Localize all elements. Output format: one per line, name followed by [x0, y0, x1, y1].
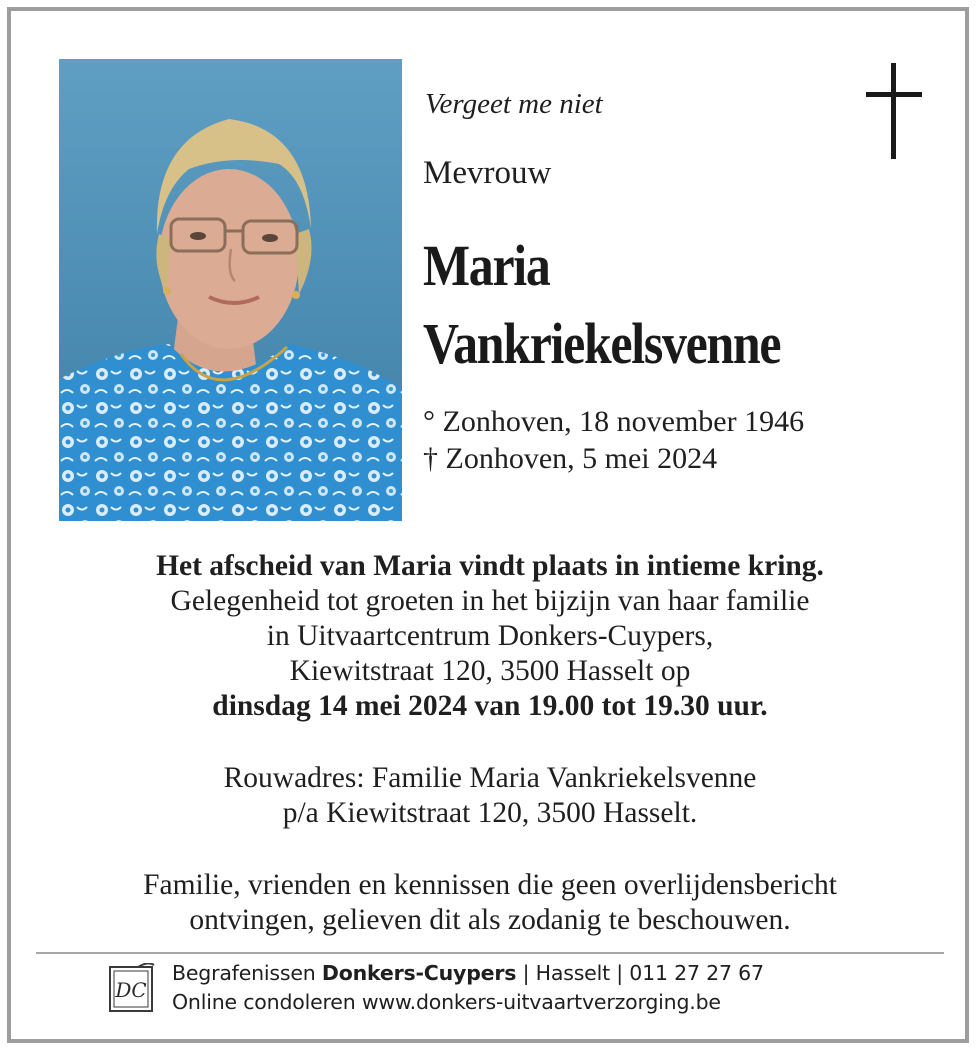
ceremony-line: Kiewitstraat 120, 3500 Hasselt op — [289, 655, 691, 687]
footer-city: Hasselt — [535, 961, 610, 985]
closing-line: Familie, vrienden en kennissen die geen overlijdensbericht — [143, 869, 837, 901]
cross-icon — [866, 63, 922, 159]
logo-letters: DC — [115, 978, 147, 1002]
address-line: Rouwadres: Familie Maria Vankriekelsvenne — [223, 762, 757, 794]
last-name: Vankriekelsvenne — [423, 311, 781, 376]
deceased-photo — [59, 59, 402, 521]
phone-number[interactable]: 011 27 27 67 — [629, 961, 764, 985]
separator: | — [609, 961, 630, 985]
condolence-label: Online condoleren — [172, 990, 362, 1014]
separator: | — [516, 961, 536, 985]
footer-prefix: Begrafenissen — [172, 961, 322, 985]
birth-info: ° Zonhoven, 18 november 1946 — [423, 405, 805, 438]
first-name: Maria — [423, 233, 550, 298]
ceremony-line: Het afscheid van Maria vindt plaats in intieme kring. — [156, 550, 824, 582]
closing-note — [0, 868, 980, 938]
honorific: Mevrouw — [423, 155, 552, 191]
ceremony-info — [0, 549, 980, 724]
footer-contact — [172, 961, 764, 985]
divider — [36, 952, 944, 954]
company-name: Donkers-Cuypers — [321, 961, 517, 985]
website-link[interactable]: www.donkers-uitvaartverzorging.be — [361, 990, 721, 1014]
ceremony-date: dinsdag 14 mei 2024 van 19.00 tot 19.30 uur. — [212, 690, 768, 722]
motto: Vergeet me niet — [425, 88, 603, 120]
mourning-address — [0, 761, 980, 831]
ceremony-line: Gelegenheid tot groeten in het bijzijn van haar familie — [170, 585, 810, 617]
ceremony-line: in Uitvaartcentrum Donkers-Cuypers, — [266, 620, 714, 652]
footer-website — [172, 990, 721, 1014]
death-info: † Zonhoven, 5 mei 2024 — [423, 442, 718, 475]
funeral-home-logo — [108, 963, 156, 1013]
address-line: p/a Kiewitstraat 120, 3500 Hasselt. — [282, 797, 698, 829]
closing-line: ontvingen, gelieven dit als zodanig te beschouwen. — [189, 904, 791, 936]
